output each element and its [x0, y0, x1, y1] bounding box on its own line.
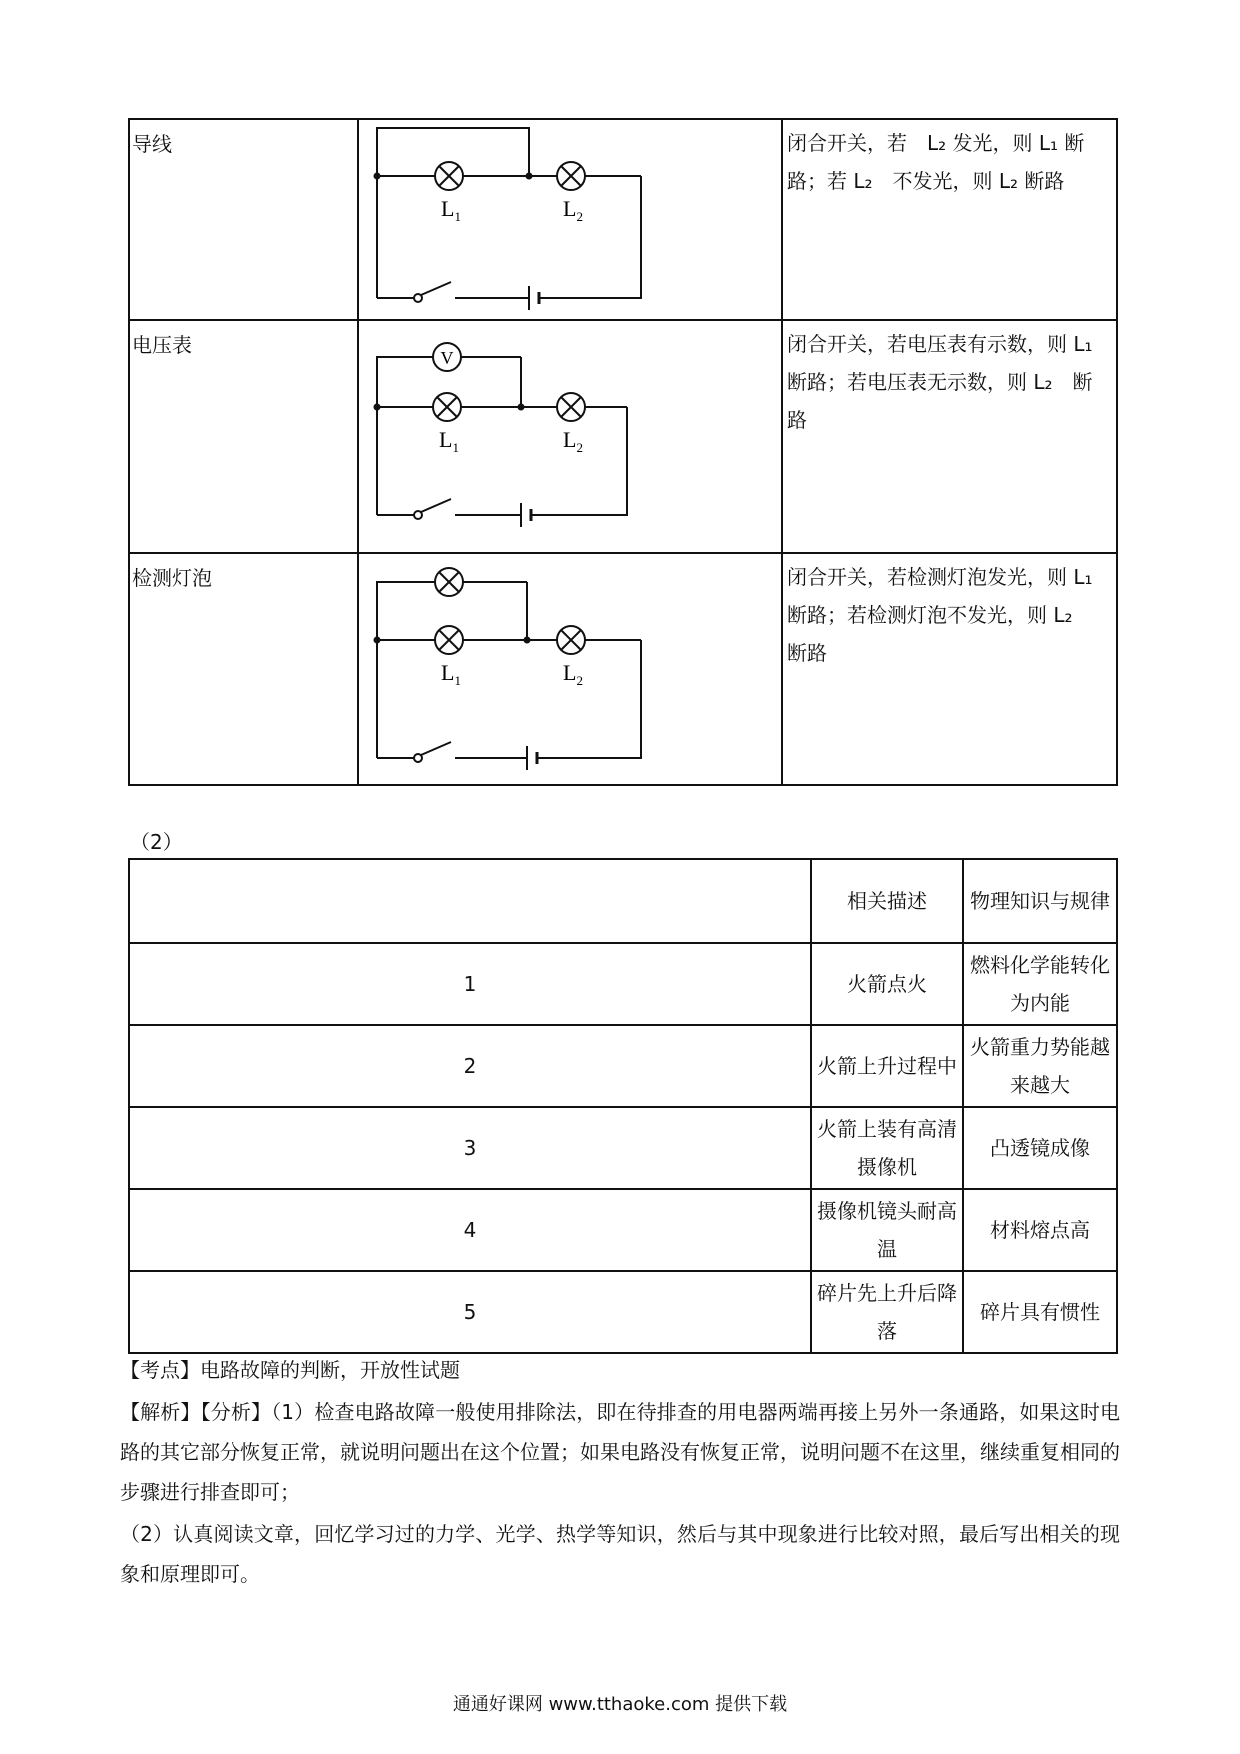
table-row [129, 1271, 1117, 1353]
table-row [129, 320, 1117, 553]
lamp-l2 [557, 393, 585, 421]
lamp-label-l1: $L_1$ [441, 660, 461, 688]
physics-cell: 碎片具有惯性 [963, 1271, 1117, 1353]
fault-check-table [128, 118, 1118, 786]
physics-cell: 燃料化学能转化为内能 [963, 943, 1117, 1025]
lamp-l2 [557, 626, 585, 654]
kaodian-line: 【考点】电路故障的判断，开放性试题 [120, 1358, 460, 1382]
circuit-cell [358, 119, 782, 320]
circuit-cell [358, 320, 782, 553]
row-number: 1 [129, 943, 811, 1025]
test-lamp-icon [435, 568, 463, 596]
lamp-l1 [435, 626, 463, 654]
header-cell: 物理知识与规律 [963, 859, 1117, 943]
circuit-diagram-test-lamp [359, 554, 783, 784]
lamp-label-l2: $L_2$ [563, 427, 583, 455]
table-row [129, 1107, 1117, 1189]
table-row [129, 1189, 1117, 1271]
table-header-row [129, 859, 1117, 943]
circuit-diagram-voltmeter [359, 321, 783, 552]
header-cell [129, 859, 811, 943]
lamp-label-l1: $L_1$ [439, 427, 459, 455]
row-number: 4 [129, 1189, 811, 1271]
switch-pivot [414, 294, 422, 302]
result-cell: 闭合开关，若电压表有示数，则 L₁ 断路；若电压表无示数，则 L₂ 断路 [782, 320, 1117, 553]
row-number: 2 [129, 1025, 811, 1107]
footer-download-note: 通通好课网 www.tthaoke.com 提供下载 [452, 1694, 788, 1715]
description-cell: 火箭上装有高清摄像机 [811, 1107, 963, 1189]
method-cell: 检测灯泡 [129, 553, 358, 785]
circuit-cell [358, 553, 782, 785]
row-number: 3 [129, 1107, 811, 1189]
method-cell: 导线 [129, 119, 358, 320]
part-2-label: （2） [130, 830, 183, 854]
circuit-diagram-wire [359, 120, 783, 319]
description-cell: 火箭点火 [811, 943, 963, 1025]
physics-cell: 火箭重力势能越来越大 [963, 1025, 1117, 1107]
description-cell: 摄像机镜头耐高温 [811, 1189, 963, 1271]
analysis-note-2: （2）认真阅读文章，回忆学习过的力学、光学、热学等知识，然后与其中现象进行比较对照，最后写出相关的现象和原理即可。 [120, 1522, 1120, 1586]
description-cell: 碎片先上升后降落 [811, 1271, 963, 1353]
jiexi-paragraph: 【解析】【分析】（1）检查电路故障一般使用排除法，即在待排查的用电器两端再接上另外一条通路，如果这时电路的其它部分恢复正常，就说明问题出在这个位置；如果电路没有恢复正常，说明问题不在这里，继续重复相同的步骤进行排查即可； [120, 1400, 1120, 1504]
result-cell: 闭合开关，若检测灯泡发光，则 L₁ 断路；若检测灯泡不发光，则 L₂ 断路 [782, 553, 1117, 785]
header-cell: 相关描述 [811, 859, 963, 943]
rocket-physics-table [128, 858, 1118, 1354]
physics-cell: 凸透镜成像 [963, 1107, 1117, 1189]
table-row [129, 1025, 1117, 1107]
lamp-l1 [435, 162, 463, 190]
description-cell: 火箭上升过程中 [811, 1025, 963, 1107]
table-row [129, 119, 1117, 320]
result-cell: 闭合开关，若 L₂ 发光，则 L₁ 断路；若 L₂ 不发光，则 L₂ 断路 [782, 119, 1117, 320]
row-number: 5 [129, 1271, 811, 1353]
lamp-l2 [557, 162, 585, 190]
table-row [129, 943, 1117, 1025]
physics-cell: 材料熔点高 [963, 1189, 1117, 1271]
voltmeter-icon [433, 343, 461, 371]
lamp-label-l2: $L_2$ [563, 660, 583, 688]
lamp-label-l1: $L_1$ [441, 196, 461, 224]
table-row [129, 553, 1117, 785]
lamp-label-l2: $L_2$ [563, 196, 583, 224]
lamp-l1 [433, 393, 461, 421]
svg-text:V: V [440, 348, 454, 368]
method-cell: 电压表 [129, 320, 358, 553]
